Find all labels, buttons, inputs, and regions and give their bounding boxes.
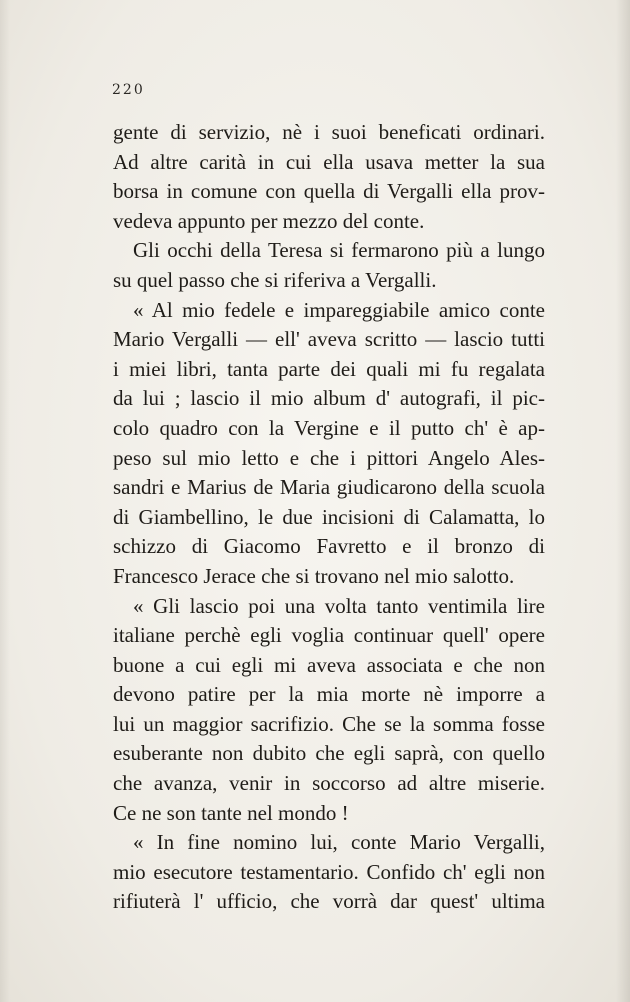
text-line: sandri e Marius de Maria giudicarono della scuola bbox=[113, 475, 545, 500]
text-line: borsa in comune con quella di Vergalli ella prov- bbox=[113, 179, 545, 204]
text-line: Francesco Jerace che si trovano nel mio salotto. bbox=[113, 563, 515, 588]
text-line: devono patire per la mia morte nè imporre a bbox=[113, 682, 545, 707]
text-line: italiane perchè egli voglia continuar quell' opere bbox=[113, 623, 545, 648]
page-left-shadow bbox=[0, 0, 10, 1002]
text-line: Gli occhi della Teresa si fermarono più a lungo bbox=[133, 238, 545, 263]
text-line: Ad altre carità in cui ella usava metter la sua bbox=[113, 149, 545, 174]
text-line: esuberante non dubito che egli saprà, con quello bbox=[113, 741, 545, 766]
text-line: di Giambellino, le due incisioni di Calamatta, lo bbox=[113, 504, 545, 529]
text-line: su quel passo che si riferiva a Vergalli. bbox=[113, 267, 437, 292]
text-line: mio esecutore testamentario. Confido ch' egli non bbox=[113, 859, 545, 884]
page-number: 220 bbox=[112, 82, 145, 98]
text-line: « In fine nomino lui, conte Mario Vergalli, bbox=[133, 830, 545, 855]
text-line: Mario Vergalli — ell' aveva scritto — lascio tutti bbox=[113, 327, 545, 352]
text-line: « Al mio fedele e impareggiabile amico conte bbox=[133, 297, 545, 322]
text-line: che avanza, venir in soccorso ad altre miserie. bbox=[113, 771, 545, 796]
text-line: buone a cui egli mi aveva associata e che non bbox=[113, 652, 545, 677]
text-line: peso sul mio letto e che i pittori Angelo Ales- bbox=[113, 445, 545, 470]
text-line: gente di servizio, nè i suoi beneficati ordinari. bbox=[113, 120, 545, 144]
text-line: schizzo di Giacomo Favretto e il bronzo di bbox=[113, 534, 545, 559]
body-text bbox=[113, 118, 545, 917]
text-line: vedeva appunto per mezzo del conte. bbox=[113, 208, 425, 233]
text-line: colo quadro con la Vergine e il putto ch' è ap- bbox=[113, 415, 545, 440]
text-line: rifiuterà l' ufficio, che vorrà dar quest' ultima bbox=[113, 889, 545, 914]
text-line: Ce ne son tante nel mondo ! bbox=[113, 800, 349, 825]
page-right-shadow bbox=[616, 0, 630, 1002]
text-line: da lui ; lascio il mio album d' autografi, il pic- bbox=[113, 386, 545, 411]
text-line: lui un maggior sacrifizio. Che se la somma fosse bbox=[113, 711, 545, 736]
text-line: i miei libri, tanta parte dei quali mi fu regalata bbox=[113, 356, 545, 381]
text-line: « Gli lascio poi una volta tanto ventimila lire bbox=[133, 593, 545, 618]
